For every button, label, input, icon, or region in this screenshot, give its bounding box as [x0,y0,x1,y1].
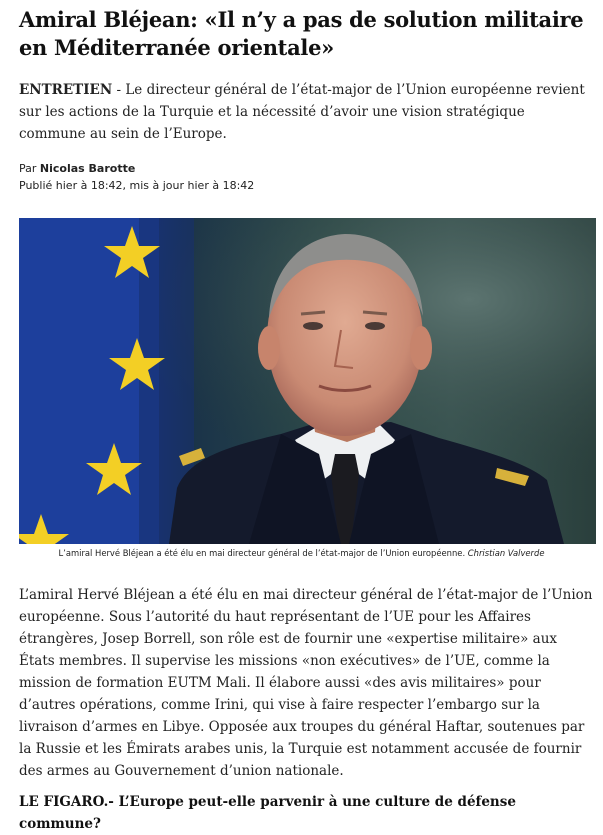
byline-prefix: Par [19,162,40,175]
publish-date: Publié hier à 18:42, mis à jour hier à 18:42 [19,179,255,192]
author-link[interactable]: Nicolas Barotte [39,162,136,175]
photo-credit: Christian Valverde [467,548,545,558]
photo-caption [0,548,603,558]
article-body-paragraph: L’amiral Hervé Bléjean a été élu en mai directeur général de l’état-major de l’Union européenne. Sous l’autorité du haut représentant de l’UE pour les Affaires étrangères, Josep Borrell, son rôle est de fournir une «expertise militaire» aux États membres. Il supervise les missions «non exécutives» de l’UE, comme la mission de formation EUTM Mali. Il élabore aussi «des avis militaires» pour d’autres opérations, comme Irini, qui vise à faire respecter l’embargo sur la livraison d’armes en Libye. Opposée aux troupes du général Haftar, soutenues par la Russie et les Émirats arabes unis, la Turquie est notamment accusée de fournir des armes au Gouvernement d’union nationale. [19,587,593,779]
standfirst-text: - Le directeur général de l’état-major de l’Union européenne revient sur les actions de la Turquie et la nécessité d’avoir une vision stratégique commune au sein de l’Europe. [19,82,585,142]
caption-text: L’amiral Hervé Bléjean a été élu en mai directeur général de l’état-major de l’Union européenne. [58,548,466,558]
article-photo[interactable] [19,218,596,544]
article-title: Amiral Bléjean: «Il n’y a pas de solution militaire en Méditerranée orientale» [19,7,584,60]
byline [19,160,254,194]
interview-question: LE FIGARO.- L’Europe peut-elle parvenir à une culture de défense commune? [19,794,516,832]
article-standfirst [19,79,594,145]
standfirst-kicker: ENTRETIEN [19,82,113,98]
